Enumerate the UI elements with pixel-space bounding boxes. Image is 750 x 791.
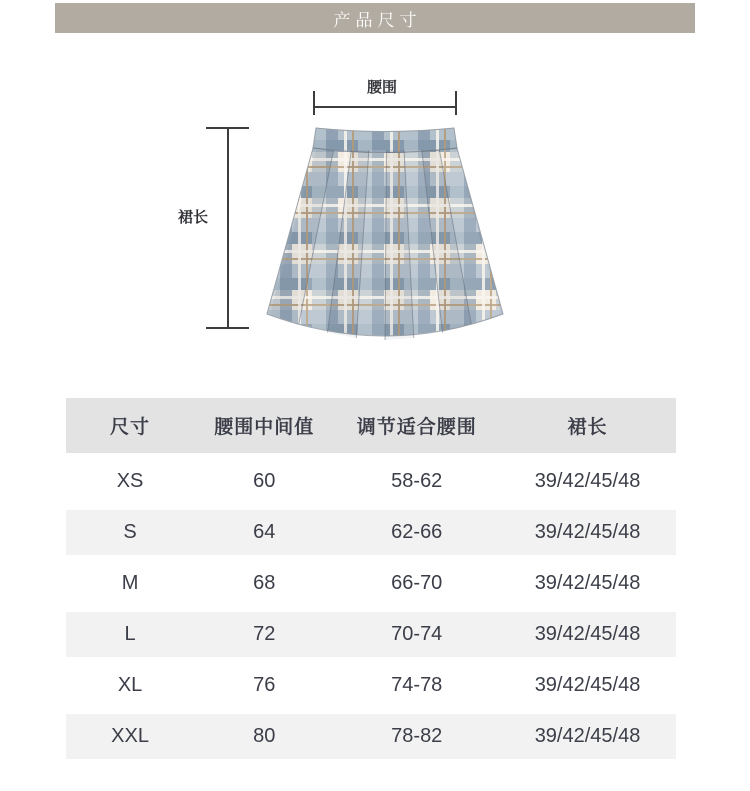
skirt-waistband — [313, 128, 457, 153]
table-row — [66, 612, 676, 657]
page-title: 产品尺寸 — [333, 10, 422, 30]
cell-waist: 72 — [253, 623, 276, 645]
cell-waist: 76 — [253, 674, 276, 696]
length-measure-label: 裙长 — [177, 209, 208, 226]
table-row — [66, 714, 676, 759]
cell-waist: 80 — [253, 725, 276, 747]
section-title-banner — [55, 3, 695, 33]
cell-size: M — [121, 572, 139, 594]
cell-fit: 66-70 — [391, 572, 443, 594]
column-header-length: 裙长 — [567, 417, 608, 438]
table-row — [66, 555, 676, 612]
waist-measure-tick-right — [455, 91, 457, 115]
table-row — [66, 453, 676, 510]
cell-fit: 62-66 — [391, 521, 443, 543]
cell-fit: 58-62 — [391, 470, 443, 492]
cell-fit: 74-78 — [391, 674, 443, 696]
cell-length: 39/42/45/48 — [534, 674, 641, 696]
column-header-fit: 调节适合腰围 — [356, 417, 477, 438]
cell-length: 39/42/45/48 — [534, 521, 641, 543]
cell-length: 39/42/45/48 — [534, 725, 641, 747]
waist-measure-label: 腰围 — [366, 79, 397, 96]
table-row — [66, 510, 676, 555]
length-measure-cap-top — [206, 127, 249, 129]
cell-length: 39/42/45/48 — [534, 572, 641, 594]
cell-size: XXL — [111, 725, 149, 747]
size-table-header-row — [66, 398, 676, 453]
cell-size: XL — [117, 674, 143, 696]
cell-fit: 70-74 — [391, 623, 443, 645]
table-row — [66, 657, 676, 714]
cell-size: XS — [116, 470, 144, 492]
waist-measure-line — [314, 106, 457, 108]
cell-size: L — [124, 623, 136, 645]
skirt-illustration — [258, 118, 512, 354]
length-measure-line — [227, 128, 229, 328]
cell-waist: 64 — [253, 521, 276, 543]
size-table-body — [66, 453, 676, 759]
cell-fit: 78-82 — [391, 725, 443, 747]
cell-length: 39/42/45/48 — [534, 623, 641, 645]
size-table — [66, 398, 676, 759]
column-header-waist: 腰围中间值 — [214, 417, 315, 438]
cell-waist: 60 — [253, 470, 276, 492]
cell-waist: 68 — [253, 572, 276, 594]
cell-size: S — [123, 521, 137, 543]
waist-measure-tick-left — [313, 91, 315, 115]
cell-length: 39/42/45/48 — [534, 470, 641, 492]
length-measure-cap-bottom — [206, 327, 249, 329]
column-header-size: 尺寸 — [110, 417, 151, 438]
